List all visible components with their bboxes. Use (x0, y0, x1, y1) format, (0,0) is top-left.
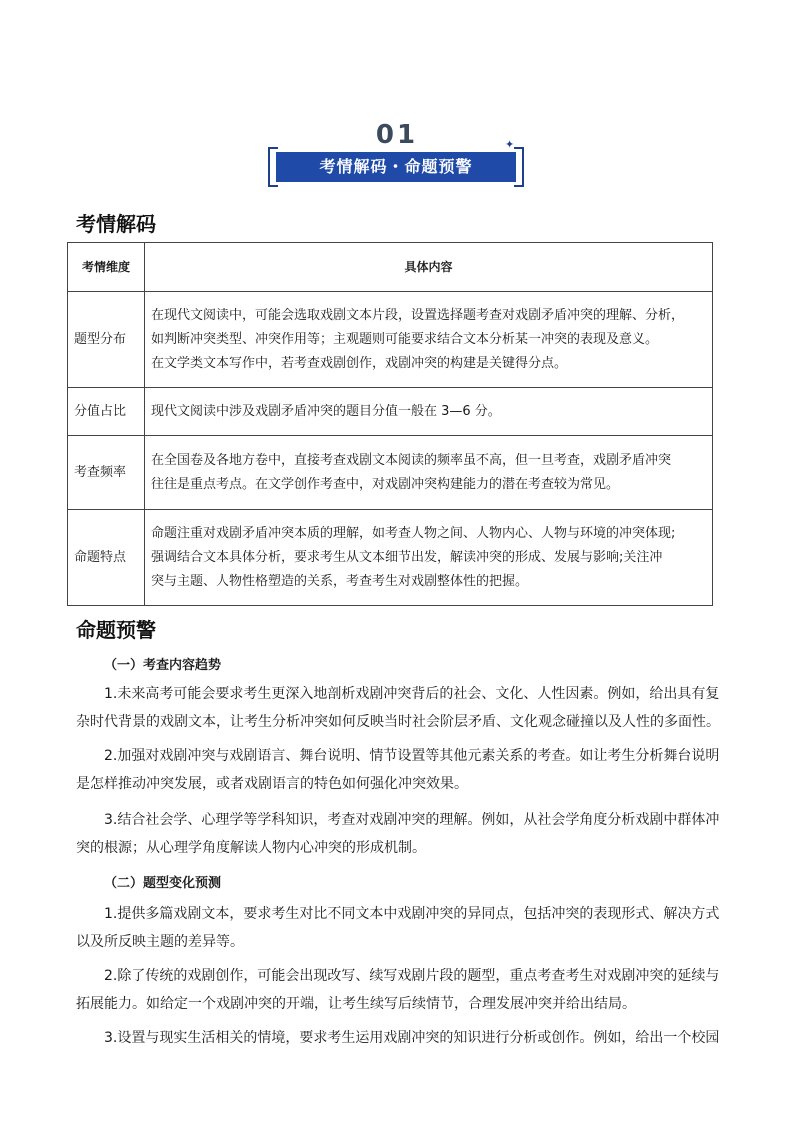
table-header-content: 具体内容 (145, 243, 713, 292)
paragraph (76, 1024, 718, 1052)
section-title-warning: 命题预警 (76, 618, 156, 642)
content-line: 在现代文阅读中，可能会选取戏剧文本片段，设置选择题考查对戏剧矛盾冲突的理解、分析， (151, 307, 685, 323)
paragraph-line: 杂时代背景的戏剧文本，让考生分析冲突如何反映当时社会阶层矛盾、文化观念碰撞以及人性的多面性。 (76, 714, 720, 730)
paragraph (76, 900, 718, 956)
table-row (68, 388, 713, 436)
paragraph (76, 806, 718, 862)
row-content (145, 436, 713, 510)
paragraph (76, 962, 718, 1018)
content-line: 在全国卷及各地方卷中，直接考查戏剧文本阅读的频率虽不高，但一旦考查，戏剧矛盾冲突 (151, 452, 672, 468)
paragraph-line: 拓展能力。如给定一个戏剧冲突的开端，让考生续写后续情节，合理发展冲突并给出结局。 (76, 996, 636, 1012)
section-number: 01 (375, 120, 419, 150)
subheading-question-types: （二）题型变化预测 (104, 876, 222, 891)
paragraph (76, 680, 718, 736)
sparkle-icon: ✦ (505, 138, 515, 151)
row-dimension: 命题特点 (68, 510, 145, 606)
content-line: 强调结合文本具体分析，要求考生从文本细节出发，解读冲突的形成、发展与影响;关注冲 (151, 549, 663, 565)
row-dimension: 考查频率 (68, 436, 145, 510)
table-row (68, 292, 713, 388)
paragraph-line: 3.结合社会学、心理学等学科知识，考查对戏剧冲突的理解。例如，从社会学角度分析戏剧中群体冲 (104, 812, 720, 828)
badge-label: 考情解码・命题预警 (276, 152, 516, 182)
exam-analysis-table (67, 242, 713, 606)
paragraph-line: 2.加强对戏剧冲突与戏剧语言、舞台说明、情节设置等其他元素关系的考查。如让考生分析舞台说明 (104, 748, 720, 764)
content-line: 命题注重对戏剧矛盾冲突本质的理解，如考查人物之间、人物内心、人物与环境的冲突体现; (151, 525, 676, 541)
table-row (68, 436, 713, 510)
table-header-row (68, 243, 713, 292)
row-content (145, 388, 713, 436)
paragraph-line: 1.提供多篇戏剧文本，要求考生对比不同文本中戏剧冲突的异同点，包括冲突的表现形式、解决方式 (104, 906, 720, 922)
content-line: 在文学类文本写作中，若考查戏剧创作，戏剧冲突的构建是关键得分点。 (151, 355, 568, 371)
paragraph-line: 3.设置与现实生活相关的情境，要求考生运用戏剧冲突的知识进行分析或创作。例如，给出一个校园 (104, 1030, 720, 1046)
paragraph-line: 2.除了传统的戏剧创作，可能会出现改写、续写戏剧片段的题型，重点考查考生对戏剧冲突的延续与 (104, 968, 720, 984)
row-dimension: 分值占比 (68, 388, 145, 436)
row-content (145, 292, 713, 388)
section-badge (268, 147, 524, 187)
row-dimension: 题型分布 (68, 292, 145, 388)
paragraph-line: 突的根源；从心理学角度解读人物内心冲突的形成机制。 (76, 840, 426, 856)
subheading-content-trends: （一）考查内容趋势 (104, 658, 222, 673)
content-line: 突与主题、人物性格塑造的关系，考查考生对戏剧整体性的把握。 (151, 573, 529, 589)
row-content (145, 510, 713, 606)
paragraph-line: 1.未来高考可能会要求考生更深入地剖析戏剧冲突背后的社会、文化、人性因素。例如，给出具有复 (104, 686, 720, 702)
content-line: 往往是重点考点。在文学创作考查中，对戏剧冲突构建能力的潜在考查较为常见。 (151, 476, 620, 492)
paragraph-line: 是怎样推动冲突发展，或者戏剧语言的特色如何强化冲突效果。 (76, 776, 468, 792)
paragraph-line: 以及所反映主题的差异等。 (76, 934, 244, 950)
content-line: 现代文阅读中涉及戏剧矛盾冲突的题目分值一般在 3—6 分。 (151, 403, 501, 419)
table-header-dimension: 考情维度 (68, 243, 145, 292)
paragraph (76, 742, 718, 798)
table-row (68, 510, 713, 606)
section-title-exam-analysis: 考情解码 (76, 212, 156, 236)
content-line: 如判断冲突类型、冲突作用等；主观题则可能要求结合文本分析某一冲突的表现及意义。 (151, 331, 659, 347)
